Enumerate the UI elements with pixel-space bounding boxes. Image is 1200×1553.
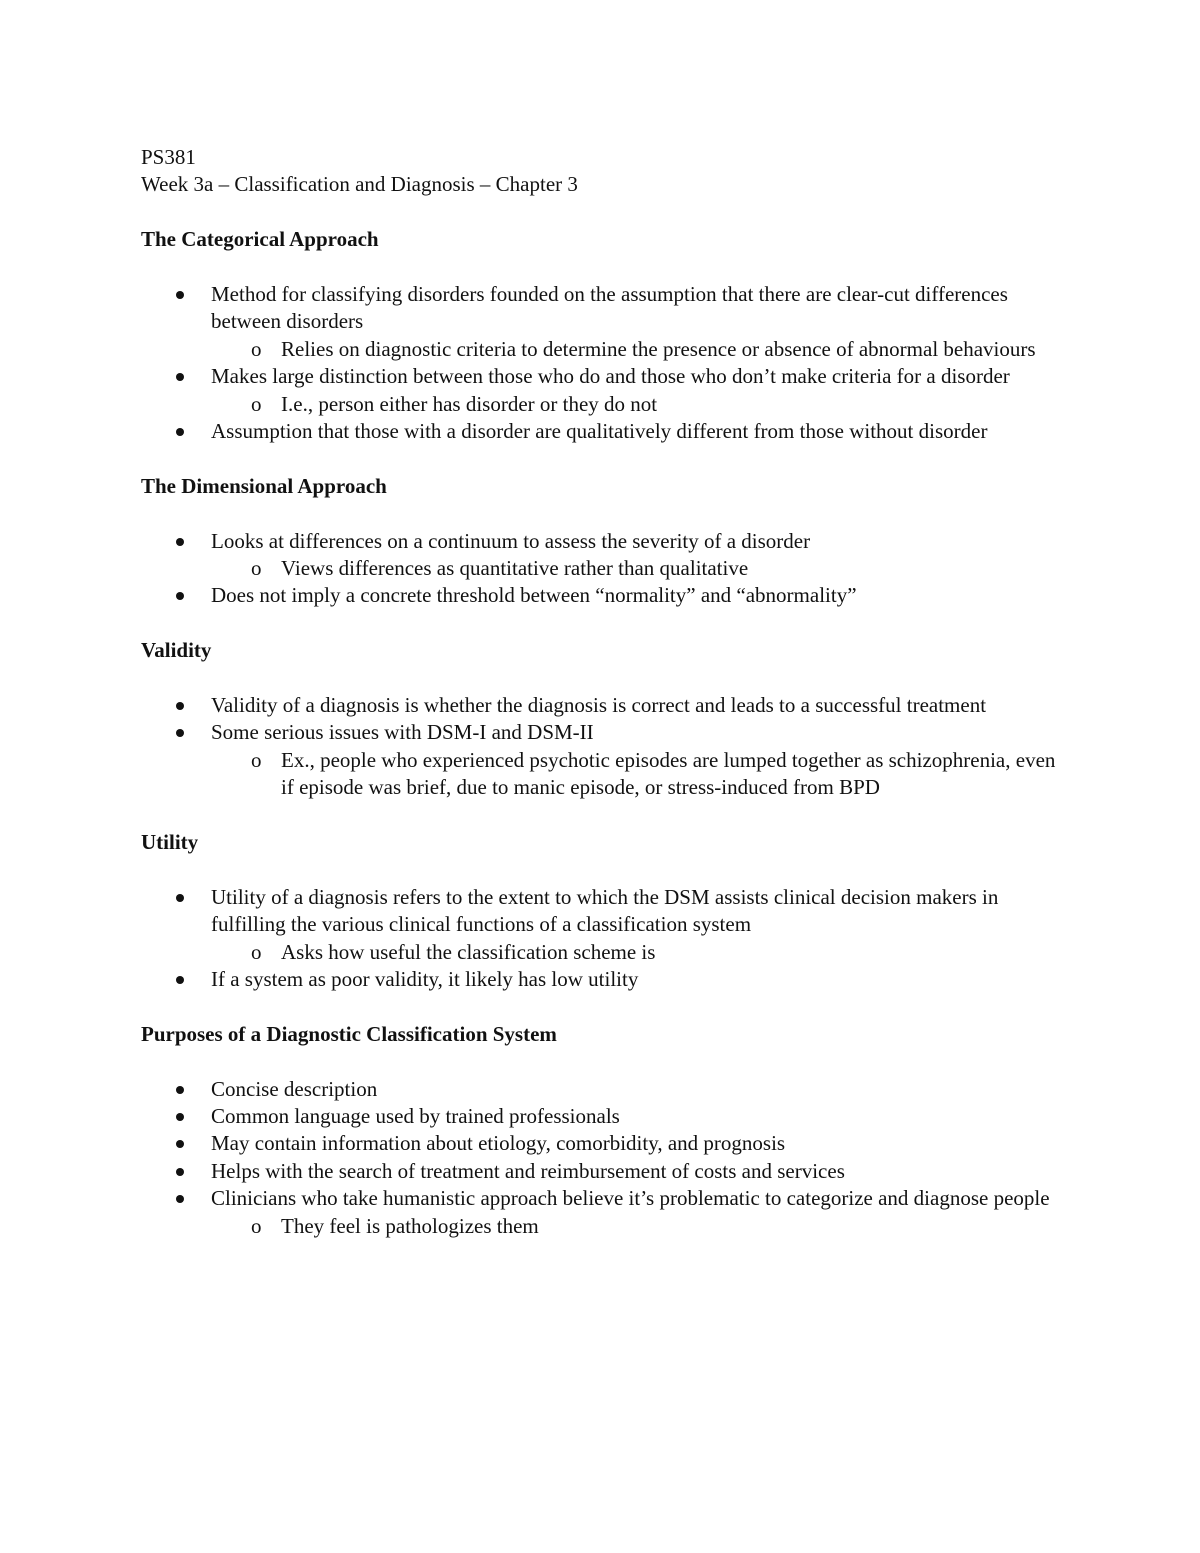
list-item-text: Method for classifying disorders founded on the assumption that there are clear-cut differences between disorders	[211, 282, 1008, 334]
section-heading: Validity	[141, 638, 212, 663]
spacer	[141, 610, 1071, 637]
list-item-text: Concise description	[211, 1076, 378, 1101]
sub-list-item	[211, 747, 1071, 802]
bullet-list	[141, 528, 1071, 610]
sub-bullet-list	[211, 747, 1071, 802]
sub-bullet-list	[211, 1213, 1071, 1240]
bullet-icon	[176, 1140, 184, 1148]
sub-bullet-icon: o	[251, 556, 262, 581]
document-page	[141, 144, 1071, 1240]
sub-list-item-text: They feel is pathologizes them	[281, 1213, 539, 1238]
spacer	[141, 254, 1071, 281]
list-item-text: If a system as poor validity, it likely has low utility	[211, 967, 639, 992]
list-item	[141, 719, 1071, 801]
section-heading: The Categorical Approach	[141, 227, 379, 252]
list-item-text: Looks at differences on a continuum to assess the severity of a disorder	[211, 528, 811, 553]
list-item	[141, 363, 1071, 418]
list-item-text: Utility of a diagnosis refers to the extent to which the DSM assists clinical decision makers in fulfilling the various clinical functions of a classification system	[211, 884, 999, 937]
list-item-text: Common language used by trained professionals	[211, 1104, 620, 1129]
course-code: PS381	[141, 145, 196, 169]
sub-list-item	[211, 336, 1071, 363]
bullet-icon	[176, 373, 184, 381]
sub-bullet-icon: o	[251, 1213, 262, 1238]
list-item-text: Assumption that those with a disorder are qualitatively different from those without disorder	[211, 419, 988, 444]
bullet-list	[141, 281, 1071, 445]
sub-bullet-list	[211, 555, 1071, 582]
bullet-icon	[176, 291, 184, 299]
bullet-icon	[176, 592, 184, 600]
spacer	[141, 445, 1071, 472]
section	[141, 637, 1071, 829]
list-item-text: Helps with the search of treatment and reimbursement of costs and services	[211, 1158, 845, 1183]
bullet-list	[141, 692, 1071, 802]
bullet-icon	[176, 428, 184, 436]
list-item	[141, 1130, 1071, 1157]
notes-body	[141, 226, 1071, 1240]
section	[141, 1021, 1071, 1240]
section	[141, 226, 1071, 473]
bullet-icon	[176, 702, 184, 710]
sub-list-item	[211, 939, 1071, 966]
spacer	[141, 1048, 1071, 1075]
section-heading: The Dimensional Approach	[141, 473, 387, 498]
spacer	[141, 802, 1071, 829]
list-item-text: Makes large distinction between those who do and those who don’t make criteria for a disorder	[211, 364, 1010, 389]
sub-bullet-icon: o	[251, 391, 262, 416]
bullet-icon	[176, 976, 184, 984]
sub-list-item-text: Ex., people who experienced psychotic episodes are lumped together as schizophrenia, even if episode was brief, due to manic episode, or stress-induced from BPD	[281, 747, 1056, 800]
list-item	[141, 1185, 1071, 1240]
spacer	[141, 199, 1071, 226]
bullet-icon	[176, 1086, 184, 1094]
list-item-text: Does not imply a concrete threshold between “normality” and “abnormality”	[211, 583, 857, 608]
sub-bullet-icon: o	[251, 336, 262, 361]
bullet-list	[141, 1076, 1071, 1240]
spacer	[141, 856, 1071, 883]
section	[141, 829, 1071, 1021]
list-item	[141, 966, 1071, 993]
document-title: Week 3a – Classification and Diagnosis – Chapter 3	[141, 172, 578, 197]
bullet-icon	[176, 894, 184, 902]
list-item	[141, 1158, 1071, 1185]
sub-bullet-list	[211, 336, 1071, 363]
sub-list-item	[211, 391, 1071, 418]
sub-bullet-list	[211, 391, 1071, 418]
bullet-icon	[176, 1195, 184, 1203]
bullet-list	[141, 884, 1071, 994]
spacer	[141, 993, 1071, 1020]
list-item	[141, 281, 1071, 363]
list-item	[141, 528, 1071, 583]
spacer	[141, 665, 1071, 692]
list-item-text: May contain information about etiology, comorbidity, and prognosis	[211, 1131, 786, 1156]
sub-list-item	[211, 555, 1071, 582]
bullet-icon	[176, 1168, 184, 1176]
list-item	[141, 884, 1071, 966]
sub-list-item-text: Views differences as quantitative rather than qualitative	[281, 556, 749, 581]
list-item	[141, 1103, 1071, 1130]
bullet-icon	[176, 538, 184, 546]
section-heading: Utility	[141, 830, 199, 855]
bullet-icon	[176, 729, 184, 737]
list-item	[141, 692, 1071, 719]
list-item-text: Validity of a diagnosis is whether the diagnosis is correct and leads to a successful treatment	[211, 693, 987, 718]
sub-bullet-list	[211, 939, 1071, 966]
section	[141, 473, 1071, 637]
list-item-text: Some serious issues with DSM-I and DSM-II	[211, 720, 594, 745]
bullet-icon	[176, 1113, 184, 1121]
list-item	[141, 1076, 1071, 1103]
list-item	[141, 418, 1071, 445]
section-heading: Purposes of a Diagnostic Classification System	[141, 1021, 557, 1046]
sub-list-item-text: Relies on diagnostic criteria to determine the presence or absence of abnormal behaviours	[281, 336, 1036, 361]
list-item	[141, 582, 1071, 609]
list-item-text: Clinicians who take humanistic approach believe it’s problematic to categorize and diagnose people	[211, 1186, 1050, 1211]
sub-list-item	[211, 1213, 1071, 1240]
sub-bullet-icon: o	[251, 939, 262, 964]
sub-bullet-icon: o	[251, 747, 262, 772]
sub-list-item-text: I.e., person either has disorder or they do not	[281, 391, 658, 416]
sub-list-item-text: Asks how useful the classification scheme is	[281, 939, 656, 964]
spacer	[141, 500, 1071, 527]
